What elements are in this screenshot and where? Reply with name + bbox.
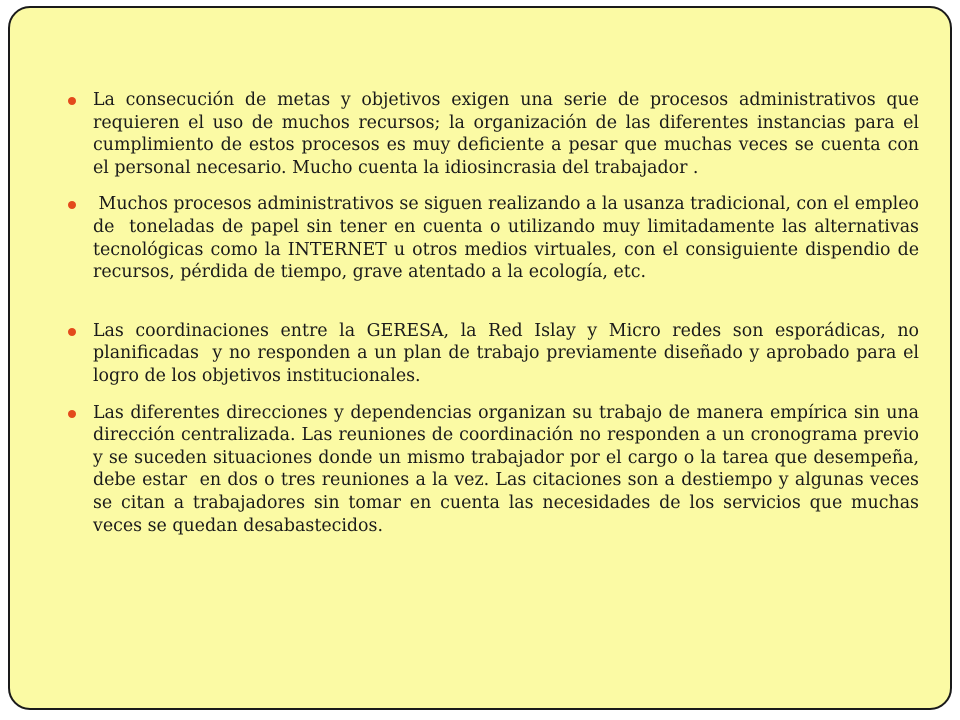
- bullet-dot-icon: [68, 97, 76, 105]
- bullet-text: Las diferentes direcciones y dependencias organizan su trabajo de manera empírica sin una dirección centralizada. Las reuniones de coordinación no responden a un cronograma previo y se suceden situaciones donde un mismo trabajador por el cargo o la tarea que desempeña, debe estar en dos o tres reuniones a la vez. Las citaciones son a destiempo y algunas veces se citan a trabajadores sin tomar en cuenta las necesidades de los servicios que muchas veces se quedan desabastecidos.: [93, 402, 925, 536]
- bullet-item: [65, 402, 925, 538]
- bullet-dot-icon: [68, 410, 76, 418]
- bullet-item: [65, 193, 925, 283]
- bullet-text: La consecución de metas y objetivos exigen una serie de procesos administrativos que requieren el uso de muchos recursos; la organización de las diferentes instancias para el cumplimiento de estos procesos es muy deficiente a pesar que muchas veces se cuenta con el personal necesario. Mucho cuenta la idiosincrasia del trabajador .: [93, 90, 925, 178]
- bullet-text: Las coordinaciones entre la GERESA, la Red Islay y Micro redes son esporádicas, no planificadas y no responden a un plan de trabajo previamente diseñado y aprobado para el logro de los objetivos institucionales.: [93, 320, 925, 386]
- bullet-list: [65, 89, 925, 551]
- bullet-item: [65, 89, 925, 179]
- bullet-dot-icon: [68, 328, 76, 336]
- slide-panel: [8, 6, 952, 710]
- bullet-text: Muchos procesos administrativos se siguen realizando a la usanza tradicional, con el empleo de toneladas de papel sin tener en cuenta o utilizando muy limitadamente las alternativas tecnológicas como la INTERNET u otros medios virtuales, con el consiguiente dispendio de recursos, pérdida de tiempo, grave atentado a la ecología, etc.: [93, 194, 925, 283]
- bullet-dot-icon: [68, 201, 76, 209]
- bullet-item: [65, 320, 925, 388]
